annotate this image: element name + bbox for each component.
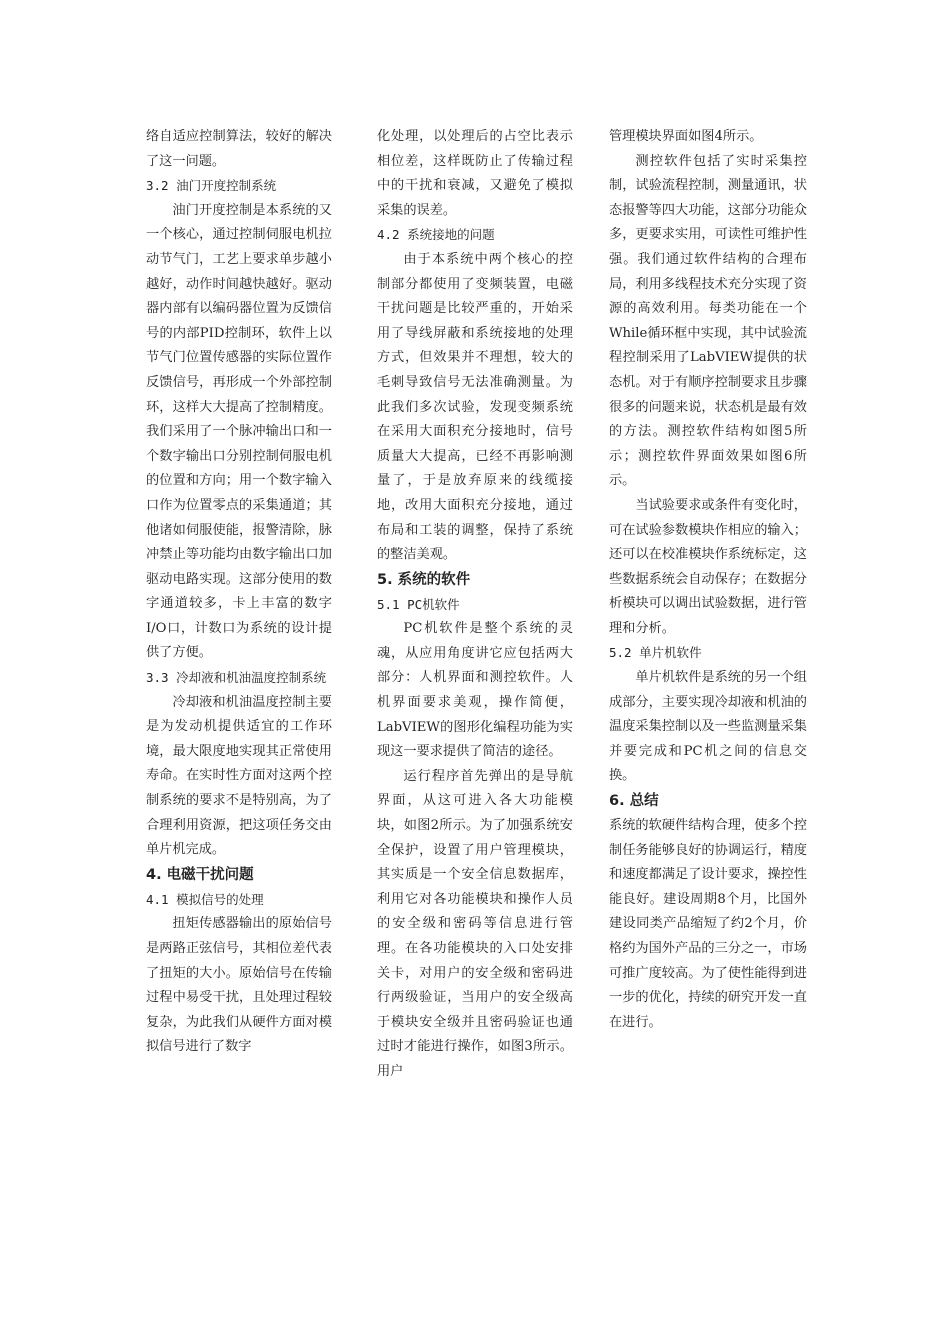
section-heading-6: 6. 总结 [609,793,659,810]
paragraph: 络自适应控制算法，较好的解决了这一问题。 [146,129,332,169]
paragraph: 冷却液和机油温度控制主要是为发动机提供适宜的工作环境，最大限度地实现其正常使用寿命。在实时性方面对这两个控制系统的要求不是特别高，为了合理利用资源，把这项任务交由单片机完成。 [146,694,332,858]
section-heading-5: 5. 系统的软件 [377,571,471,588]
column-middle [377,125,573,1085]
subsection-heading-4-1: 4.1 模拟信号的处理 [146,891,264,907]
subsection-heading-5-1: 5.1 PC机软件 [377,596,460,612]
subsection-heading-3-3: 3.3 冷却液和机油温度控制系统 [146,670,327,686]
paragraph: 管理模块界面如图4所示。 [609,129,763,144]
paragraph: 由于本系统中两个核心的控制部分都使用了变频装置，电磁干扰问题是比较严重的，开始采用了导线屏蔽和系统接地的处理方式，但效果并不理想，较大的毛刺导致信号无法准确测量。为此我们多次试验，发现变频系统在采用大面积充分接地时，信号质量大大提高，已经不再影响测量了，于是放弃原来的线缆接地，改用大面积充分接地，通过布局和工装的调整，保持了系统的整洁美观。 [377,251,573,563]
paragraph: 测控软件包括了实时采集控制，试验流程控制，测量通讯，状态报警等四大功能，这部分功能众多，更要求实用，可读性可维护性强。我们通过软件结构的合理布局，利用多线程技术充分实现了资源的高效利用。每类功能在一个While循环框中实现，其中试验流程控制采用了LabVIEW提供的状态机。对于有顺序控制要求且步骤很多的问题来说，状态机是最有效的方法。测控软件结构如图5所示；测控软件界面效果如图6所示。 [609,153,807,489]
subsection-heading-5-2: 5.2 单片机软件 [609,645,702,661]
subsection-heading-4-2: 4.2 系统接地的问题 [377,227,495,243]
paragraph: 运行程序首先弹出的是导航界面，从这可进入各大功能模块，如图2所示。为了加强系统安全保护，设置了用户管理模块，其实质是一个安全信息数据库，利用它对各功能模块和操作人员的安全级和密码等信息进行管理。在各功能模块的入口处安排关卡，对用户的安全级和密码进行两级验证，当用户的安全级高于模块安全级并且密码验证也通过时才能进行操作，如图3所示。用户 [377,768,573,1079]
column-right [609,125,807,1035]
section-heading-4: 4. 电磁干扰问题 [146,866,254,883]
paragraph: 单片机软件是系统的另一个组成部分，主要实现冷却液和机油的温度采集控制以及一些监测量采集并要完成和PC机之间的信息交换。 [609,670,807,784]
paragraph: 当试验要求或条件有变化时，可在试验参数模块作相应的输入；还可以在校准模块作系统标定，这些数据系统会自动保存；在数据分析模块可以调出试验数据，进行管理和分析。 [609,497,807,636]
paragraph: PC机软件是整个系统的灵魂，从应用角度讲它应包括两大部分：人机界面和测控软件。人机界面要求美观，操作简便，LabVIEW的图形化编程功能为实现这一要求提供了简洁的途径。 [377,621,573,760]
paragraph: 油门开度控制是本系统的又一个核心，通过控制伺服电机拉动节气门，工艺上要求单步越小越好，动作时间越快越好。驱动器内部有以编码器位置为反馈信号的内部PID控制环，软件上以节气门位置传感器的实际位置作反馈信号，再形成一个外部控制环，这样大大提高了控制精度。我们采用了一个脉冲输出口和一个数字输出口分别控制伺服电机的位置和方向；用一个数字输入口作为位置零点的采集通道；其他诸如伺服使能，报警清除，脉冲禁止等功能均由数字输出口加驱动电路实现。这部分使用的数字通道较多，卡上丰富的数字I/O口，计数口为系统的设计提供了方便。 [146,202,332,661]
column-left [146,125,332,1060]
paragraph: 化处理，以处理后的占空比表示相位差，这样既防止了传输过程中的干扰和衰减，又避免了模拟采集的误差。 [377,129,573,218]
paragraph: 扭矩传感器输出的原始信号是两路正弦信号，其相位差代表了扭矩的大小。原始信号在传输过程中易受干扰，且处理过程较复杂，为此我们从硬件方面对模拟信号进行了数字 [146,916,332,1055]
paragraph: 系统的软硬件结构合理，使多个控制任务能够良好的协调运行，精度和速度都满足了设计要求，操控性能良好。建设周期8个月，比国外建设同类产品缩短了约2个月，价格约为国外产品的三分之一，市场可推广度较高。为了使性能得到进一步的优化，持续的研究开发一直在进行。 [609,818,807,1030]
subsection-heading-3-2: 3.2 油门开度控制系统 [146,178,277,194]
